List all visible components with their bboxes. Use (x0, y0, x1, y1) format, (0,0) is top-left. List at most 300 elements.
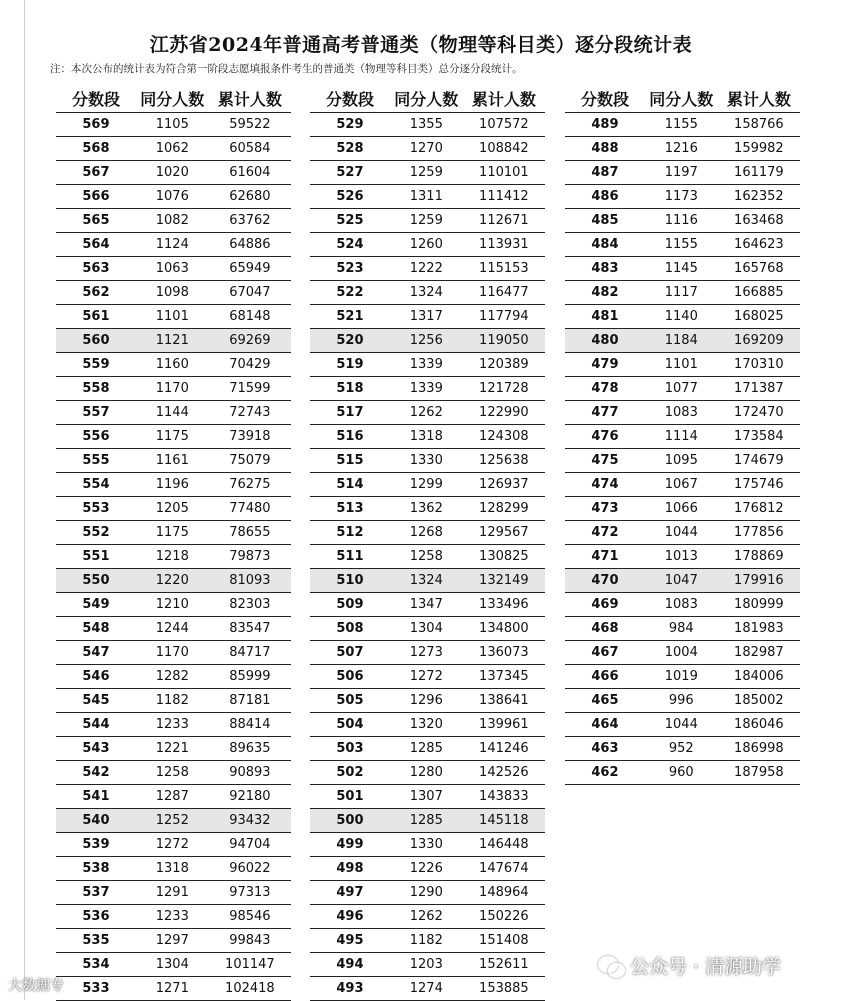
same-count-cell: 1297 (136, 929, 209, 953)
table-row (565, 305, 800, 329)
cumulative-cell: 178869 (718, 545, 800, 569)
header-score: 分数段 (310, 84, 390, 113)
score-cell: 538 (56, 857, 136, 881)
cumulative-cell: 92180 (209, 785, 291, 809)
same-count-cell: 1083 (645, 401, 718, 425)
table-row (310, 977, 545, 1001)
table-row (56, 305, 291, 329)
same-count-cell: 1004 (645, 641, 718, 665)
score-cell: 561 (56, 305, 136, 329)
same-count-cell: 1226 (390, 857, 463, 881)
same-count-cell: 1210 (136, 593, 209, 617)
score-cell: 512 (310, 521, 390, 545)
cumulative-cell: 146448 (463, 833, 545, 857)
table-row (565, 521, 800, 545)
cumulative-cell: 75079 (209, 449, 291, 473)
same-count-cell: 1339 (390, 377, 463, 401)
cumulative-cell: 172470 (718, 401, 800, 425)
table-row (56, 377, 291, 401)
score-cell: 521 (310, 305, 390, 329)
same-count-cell: 1285 (390, 809, 463, 833)
cumulative-cell: 125638 (463, 449, 545, 473)
score-cell: 499 (310, 833, 390, 857)
same-count-cell: 1047 (645, 569, 718, 593)
cumulative-cell: 76275 (209, 473, 291, 497)
table-row (56, 713, 291, 737)
same-count-cell: 1324 (390, 281, 463, 305)
table-row (565, 593, 800, 617)
scan-edge-line (24, 0, 25, 1000)
same-count-cell: 1044 (645, 713, 718, 737)
score-cell: 534 (56, 953, 136, 977)
same-count-cell: 1140 (645, 305, 718, 329)
table-row (565, 185, 800, 209)
same-count-cell: 1013 (645, 545, 718, 569)
score-cell: 501 (310, 785, 390, 809)
same-count-cell: 1205 (136, 497, 209, 521)
score-cell: 468 (565, 617, 645, 641)
same-count-cell: 984 (645, 617, 718, 641)
score-cell: 502 (310, 761, 390, 785)
cumulative-cell: 165768 (718, 257, 800, 281)
cumulative-cell: 111412 (463, 185, 545, 209)
score-cell: 557 (56, 401, 136, 425)
same-count-cell: 1270 (390, 137, 463, 161)
cumulative-cell: 113931 (463, 233, 545, 257)
cumulative-cell: 151408 (463, 929, 545, 953)
table-row (56, 953, 291, 977)
same-count-cell: 1256 (390, 329, 463, 353)
table-row (56, 137, 291, 161)
cumulative-cell: 97313 (209, 881, 291, 905)
score-cell: 494 (310, 953, 390, 977)
same-count-cell: 1161 (136, 449, 209, 473)
table-row (310, 953, 545, 977)
score-cell: 466 (565, 665, 645, 689)
cumulative-cell: 130825 (463, 545, 545, 569)
score-cell: 548 (56, 617, 136, 641)
table-row (310, 665, 545, 689)
score-cell: 543 (56, 737, 136, 761)
header-score: 分数段 (56, 84, 136, 113)
score-cell: 566 (56, 185, 136, 209)
table-row (56, 905, 291, 929)
same-count-cell: 1268 (390, 521, 463, 545)
same-count-cell: 1274 (390, 977, 463, 1001)
same-count-cell: 1184 (645, 329, 718, 353)
same-count-cell: 1218 (136, 545, 209, 569)
same-count-cell: 1259 (390, 209, 463, 233)
cumulative-cell: 89635 (209, 737, 291, 761)
cumulative-cell: 134800 (463, 617, 545, 641)
same-count-cell: 1124 (136, 233, 209, 257)
score-cell: 547 (56, 641, 136, 665)
cumulative-cell: 137345 (463, 665, 545, 689)
cumulative-cell: 174679 (718, 449, 800, 473)
score-table-2 (310, 84, 545, 1001)
watermark-right-text: 公众号 · 清源助学 (630, 956, 782, 978)
score-cell: 522 (310, 281, 390, 305)
cumulative-cell: 87181 (209, 689, 291, 713)
cumulative-cell: 136073 (463, 641, 545, 665)
table-row (310, 233, 545, 257)
score-cell: 484 (565, 233, 645, 257)
score-cell: 533 (56, 977, 136, 1001)
table-row (310, 449, 545, 473)
table-row (310, 761, 545, 785)
same-count-cell: 1145 (645, 257, 718, 281)
table-row (56, 737, 291, 761)
table-row (565, 545, 800, 569)
table-row (565, 281, 800, 305)
score-cell: 527 (310, 161, 390, 185)
same-count-cell: 1244 (136, 617, 209, 641)
table-row (565, 353, 800, 377)
table-row (56, 929, 291, 953)
cumulative-cell: 184006 (718, 665, 800, 689)
same-count-cell: 1101 (136, 305, 209, 329)
score-cell: 463 (565, 737, 645, 761)
same-count-cell: 1304 (390, 617, 463, 641)
cumulative-cell: 110101 (463, 161, 545, 185)
same-count-cell: 1272 (390, 665, 463, 689)
same-count-cell: 1170 (136, 377, 209, 401)
same-count-cell: 1304 (136, 953, 209, 977)
same-count-cell: 1019 (645, 665, 718, 689)
cumulative-cell: 186998 (718, 737, 800, 761)
table-row (565, 737, 800, 761)
table-row (310, 689, 545, 713)
table-row (310, 137, 545, 161)
cumulative-cell: 63762 (209, 209, 291, 233)
table-row (310, 377, 545, 401)
table-row (56, 977, 291, 1001)
cumulative-cell: 150226 (463, 905, 545, 929)
score-cell: 549 (56, 593, 136, 617)
cumulative-cell: 116477 (463, 281, 545, 305)
cumulative-cell: 133496 (463, 593, 545, 617)
cumulative-cell: 128299 (463, 497, 545, 521)
cumulative-cell: 161179 (718, 161, 800, 185)
table-row (565, 137, 800, 161)
cumulative-cell: 141246 (463, 737, 545, 761)
table-row (565, 713, 800, 737)
same-count-cell: 1330 (390, 449, 463, 473)
cumulative-cell: 181983 (718, 617, 800, 641)
cumulative-cell: 84717 (209, 641, 291, 665)
table-row (310, 545, 545, 569)
score-cell: 479 (565, 353, 645, 377)
table-row (310, 185, 545, 209)
cumulative-cell: 121728 (463, 377, 545, 401)
header-same-count: 同分人数 (645, 84, 718, 113)
cumulative-cell: 82303 (209, 593, 291, 617)
same-count-cell: 1105 (136, 113, 209, 137)
score-cell: 523 (310, 257, 390, 281)
table-row (565, 641, 800, 665)
same-count-cell: 1170 (136, 641, 209, 665)
score-cell: 544 (56, 713, 136, 737)
score-cell: 558 (56, 377, 136, 401)
cumulative-cell: 179916 (718, 569, 800, 593)
same-count-cell: 1290 (390, 881, 463, 905)
table-row (310, 833, 545, 857)
score-cell: 520 (310, 329, 390, 353)
score-cell: 542 (56, 761, 136, 785)
table-row (310, 425, 545, 449)
page-title: 江苏省2024年普通高考普通类（物理等科目类）逐分段统计表 (149, 34, 693, 56)
cumulative-cell: 93432 (209, 809, 291, 833)
same-count-cell: 1182 (390, 929, 463, 953)
same-count-cell: 1355 (390, 113, 463, 137)
score-cell: 508 (310, 617, 390, 641)
table-row (310, 809, 545, 833)
table-row (310, 521, 545, 545)
same-count-cell: 952 (645, 737, 718, 761)
same-count-cell: 1339 (390, 353, 463, 377)
table-row (565, 761, 800, 785)
score-cell: 495 (310, 929, 390, 953)
same-count-cell: 1175 (136, 425, 209, 449)
table-row (56, 473, 291, 497)
same-count-cell: 1098 (136, 281, 209, 305)
same-count-cell: 1020 (136, 161, 209, 185)
cumulative-cell: 145118 (463, 809, 545, 833)
table-row (56, 593, 291, 617)
cumulative-cell: 124308 (463, 425, 545, 449)
cumulative-cell: 153885 (463, 977, 545, 1001)
score-cell: 540 (56, 809, 136, 833)
score-table-1 (56, 84, 291, 1001)
same-count-cell: 1347 (390, 593, 463, 617)
score-cell: 471 (565, 545, 645, 569)
score-cell: 507 (310, 641, 390, 665)
table-row (565, 617, 800, 641)
cumulative-cell: 173584 (718, 425, 800, 449)
cumulative-cell: 73918 (209, 425, 291, 449)
same-count-cell: 1101 (645, 353, 718, 377)
cumulative-cell: 164623 (718, 233, 800, 257)
header-cumulative: 累计人数 (718, 84, 800, 113)
score-cell: 513 (310, 497, 390, 521)
cumulative-cell: 186046 (718, 713, 800, 737)
score-cell: 505 (310, 689, 390, 713)
same-count-cell: 1175 (136, 521, 209, 545)
same-count-cell: 1062 (136, 137, 209, 161)
score-cell: 474 (565, 473, 645, 497)
header-score: 分数段 (565, 84, 645, 113)
cumulative-cell: 68148 (209, 305, 291, 329)
table-row (56, 641, 291, 665)
cumulative-cell: 108842 (463, 137, 545, 161)
same-count-cell: 1220 (136, 569, 209, 593)
cumulative-cell: 187958 (718, 761, 800, 785)
cumulative-cell: 94704 (209, 833, 291, 857)
score-cell: 503 (310, 737, 390, 761)
table-row (56, 689, 291, 713)
same-count-cell: 1287 (136, 785, 209, 809)
table-row (56, 209, 291, 233)
score-cell: 487 (565, 161, 645, 185)
cumulative-cell: 139961 (463, 713, 545, 737)
score-cell: 567 (56, 161, 136, 185)
table-row (56, 665, 291, 689)
same-count-cell: 1221 (136, 737, 209, 761)
score-cell: 552 (56, 521, 136, 545)
cumulative-cell: 70429 (209, 353, 291, 377)
cumulative-cell: 185002 (718, 689, 800, 713)
same-count-cell: 1258 (390, 545, 463, 569)
score-cell: 462 (565, 761, 645, 785)
cumulative-cell: 81093 (209, 569, 291, 593)
same-count-cell: 1076 (136, 185, 209, 209)
score-cell: 498 (310, 857, 390, 881)
cumulative-cell: 177856 (718, 521, 800, 545)
table-row (565, 257, 800, 281)
score-cell: 545 (56, 689, 136, 713)
table-row (56, 809, 291, 833)
table-row (56, 545, 291, 569)
table-row (56, 521, 291, 545)
table-row (56, 449, 291, 473)
table-row (565, 209, 800, 233)
score-cell: 473 (565, 497, 645, 521)
same-count-cell: 1311 (390, 185, 463, 209)
same-count-cell: 960 (645, 761, 718, 785)
table-row (565, 665, 800, 689)
cumulative-cell: 158766 (718, 113, 800, 137)
same-count-cell: 1330 (390, 833, 463, 857)
score-cell: 526 (310, 185, 390, 209)
table-row (310, 473, 545, 497)
score-cell: 464 (565, 713, 645, 737)
cumulative-cell: 120389 (463, 353, 545, 377)
cumulative-cell: 148964 (463, 881, 545, 905)
cumulative-cell: 102418 (209, 977, 291, 1001)
same-count-cell: 1044 (645, 521, 718, 545)
score-cell: 489 (565, 113, 645, 137)
cumulative-cell: 101147 (209, 953, 291, 977)
cumulative-cell: 59522 (209, 113, 291, 137)
score-cell: 556 (56, 425, 136, 449)
table-row (56, 425, 291, 449)
same-count-cell: 1280 (390, 761, 463, 785)
score-cell: 476 (565, 425, 645, 449)
score-cell: 536 (56, 905, 136, 929)
score-cell: 551 (56, 545, 136, 569)
table-row (310, 401, 545, 425)
cumulative-cell: 159982 (718, 137, 800, 161)
table-row (310, 881, 545, 905)
score-cell: 528 (310, 137, 390, 161)
cumulative-cell: 77480 (209, 497, 291, 521)
same-count-cell: 1320 (390, 713, 463, 737)
table-row (56, 857, 291, 881)
same-count-cell: 1273 (390, 641, 463, 665)
same-count-cell: 1260 (390, 233, 463, 257)
same-count-cell: 1063 (136, 257, 209, 281)
same-count-cell: 1067 (645, 473, 718, 497)
same-count-cell: 1182 (136, 689, 209, 713)
table-row (56, 161, 291, 185)
cumulative-cell: 122990 (463, 401, 545, 425)
cumulative-cell: 83547 (209, 617, 291, 641)
cumulative-cell: 147674 (463, 857, 545, 881)
same-count-cell: 1271 (136, 977, 209, 1001)
same-count-cell: 1272 (136, 833, 209, 857)
cumulative-cell: 67047 (209, 281, 291, 305)
table-row (310, 161, 545, 185)
same-count-cell: 1262 (390, 905, 463, 929)
cumulative-cell: 98546 (209, 905, 291, 929)
same-count-cell: 1222 (390, 257, 463, 281)
score-cell: 478 (565, 377, 645, 401)
cumulative-cell: 112671 (463, 209, 545, 233)
table-row (56, 185, 291, 209)
cumulative-cell: 115153 (463, 257, 545, 281)
same-count-cell: 1252 (136, 809, 209, 833)
cumulative-cell: 71599 (209, 377, 291, 401)
score-cell: 515 (310, 449, 390, 473)
table-row (56, 353, 291, 377)
table-row (310, 593, 545, 617)
cumulative-cell: 168025 (718, 305, 800, 329)
table-note: 注：本次公布的统计表为符合第一阶段志愿填报条件考生的普通类（物理等科目类）总分逐分段统计。 (50, 63, 523, 75)
cumulative-cell: 166885 (718, 281, 800, 305)
cumulative-cell: 65949 (209, 257, 291, 281)
score-cell: 524 (310, 233, 390, 257)
cumulative-cell: 138641 (463, 689, 545, 713)
cumulative-cell: 88414 (209, 713, 291, 737)
cumulative-cell: 119050 (463, 329, 545, 353)
watermark-left: 大数据专 (8, 978, 64, 994)
cumulative-cell: 176812 (718, 497, 800, 521)
table-row (310, 569, 545, 593)
table-row (310, 617, 545, 641)
table-row (565, 233, 800, 257)
score-table-3 (565, 84, 800, 785)
cumulative-cell: 126937 (463, 473, 545, 497)
cumulative-cell: 129567 (463, 521, 545, 545)
table-row (310, 857, 545, 881)
score-cell: 477 (565, 401, 645, 425)
cumulative-cell: 61604 (209, 161, 291, 185)
same-count-cell: 1095 (645, 449, 718, 473)
score-cell: 546 (56, 665, 136, 689)
score-table-column-1 (56, 84, 291, 1001)
cumulative-cell: 85999 (209, 665, 291, 689)
table-row (565, 377, 800, 401)
score-cell: 504 (310, 713, 390, 737)
same-count-cell: 1196 (136, 473, 209, 497)
score-cell: 496 (310, 905, 390, 929)
score-cell: 553 (56, 497, 136, 521)
cumulative-cell: 62680 (209, 185, 291, 209)
score-cell: 493 (310, 977, 390, 1001)
same-count-cell: 1203 (390, 953, 463, 977)
same-count-cell: 1291 (136, 881, 209, 905)
same-count-cell: 1160 (136, 353, 209, 377)
wechat-icon (598, 955, 624, 977)
same-count-cell: 1233 (136, 713, 209, 737)
score-cell: 500 (310, 809, 390, 833)
cumulative-cell: 60584 (209, 137, 291, 161)
score-cell: 535 (56, 929, 136, 953)
score-cell: 486 (565, 185, 645, 209)
table-row (565, 401, 800, 425)
table-row (56, 761, 291, 785)
score-cell: 510 (310, 569, 390, 593)
